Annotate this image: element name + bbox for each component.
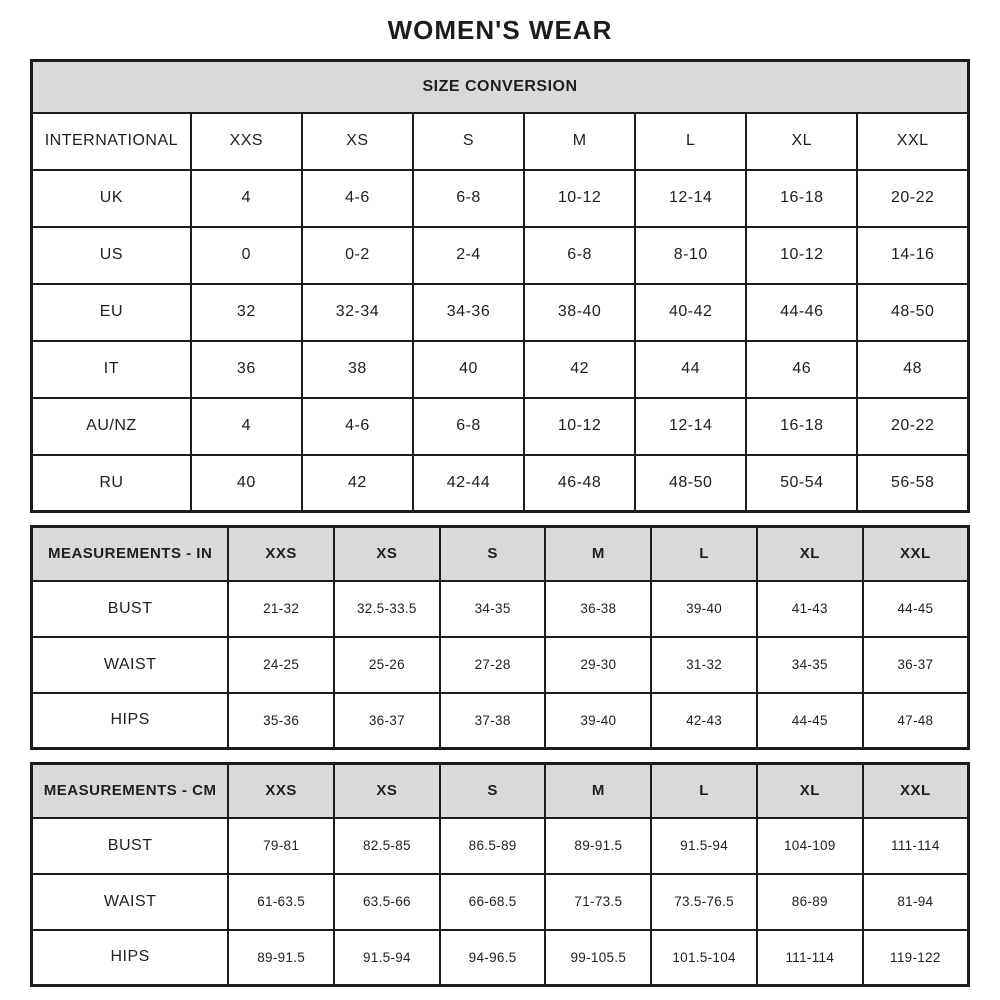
table-cell: 10-12 xyxy=(746,227,857,284)
row-label: BUST xyxy=(32,581,229,637)
row-label: IT xyxy=(32,341,191,398)
table-cell: 14-16 xyxy=(857,227,968,284)
table-cell: 4 xyxy=(191,170,302,227)
column-header: S xyxy=(440,764,546,818)
table-cell: 82.5-85 xyxy=(334,818,440,874)
column-header: S xyxy=(413,113,524,170)
table-cell: 42 xyxy=(302,455,413,512)
table-cell: 10-12 xyxy=(524,170,635,227)
table-cell: 56-58 xyxy=(857,455,968,512)
column-header: L xyxy=(635,113,746,170)
table-cell: 16-18 xyxy=(746,398,857,455)
column-header: M xyxy=(545,764,651,818)
table-cell: 6-8 xyxy=(413,170,524,227)
table-cell: 4-6 xyxy=(302,170,413,227)
table-cell: 79-81 xyxy=(228,818,334,874)
table-cell: 4-6 xyxy=(302,398,413,455)
table-cell: 24-25 xyxy=(228,637,334,693)
table-cell: 50-54 xyxy=(746,455,857,512)
table-cell: 32-34 xyxy=(302,284,413,341)
column-header-row xyxy=(32,764,969,818)
table-cell: 40 xyxy=(413,341,524,398)
table-cell: 6-8 xyxy=(524,227,635,284)
column-header: L xyxy=(651,527,757,581)
table-cell: 63.5-66 xyxy=(334,874,440,930)
row-label: BUST xyxy=(32,818,229,874)
table-cell: 41-43 xyxy=(757,581,863,637)
row-label: RU xyxy=(32,455,191,512)
table-cell: 38 xyxy=(302,341,413,398)
column-header: XL xyxy=(757,527,863,581)
table-cell: 32.5-33.5 xyxy=(334,581,440,637)
table-cell: 36 xyxy=(191,341,302,398)
table-cell: 31-32 xyxy=(651,637,757,693)
table-cell: 48-50 xyxy=(857,284,968,341)
table-cell: 73.5-76.5 xyxy=(651,874,757,930)
column-header: S xyxy=(440,527,546,581)
table-cell: 81-94 xyxy=(863,874,969,930)
table-cell: 16-18 xyxy=(746,170,857,227)
table-row xyxy=(32,818,969,874)
row-label: UK xyxy=(32,170,191,227)
table-cell: 44-45 xyxy=(757,693,863,749)
row-label: WAIST xyxy=(32,637,229,693)
table-row xyxy=(32,874,969,930)
table-cell: 35-36 xyxy=(228,693,334,749)
table-cell: 44 xyxy=(635,341,746,398)
table-cell: 47-48 xyxy=(863,693,969,749)
table-row xyxy=(32,455,969,512)
column-header: XXL xyxy=(863,764,969,818)
table-cell: 91.5-94 xyxy=(334,930,440,986)
table-cell: 89-91.5 xyxy=(545,818,651,874)
column-header: XS xyxy=(334,764,440,818)
measurements-in-table xyxy=(30,525,970,750)
table-cell: 86-89 xyxy=(757,874,863,930)
table-cell: 111-114 xyxy=(863,818,969,874)
table-cell: 89-91.5 xyxy=(228,930,334,986)
table-cell: 27-28 xyxy=(440,637,546,693)
page-title: WOMEN'S WEAR xyxy=(387,15,613,45)
table-cell: 40 xyxy=(191,455,302,512)
table-cell: 48-50 xyxy=(635,455,746,512)
table-cell: 44-46 xyxy=(746,284,857,341)
table-cell: 34-35 xyxy=(440,581,546,637)
row-label: AU/NZ xyxy=(32,398,191,455)
table-cell: 21-32 xyxy=(228,581,334,637)
table-cell: 39-40 xyxy=(545,693,651,749)
table-cell: 38-40 xyxy=(524,284,635,341)
table-cell: 101.5-104 xyxy=(651,930,757,986)
column-header: L xyxy=(651,764,757,818)
table-row xyxy=(32,398,969,455)
measurements-cm-table xyxy=(30,762,970,987)
column-header: XXS xyxy=(228,527,334,581)
column-header-row xyxy=(32,527,969,581)
table-cell: 42-44 xyxy=(413,455,524,512)
table-cell: 99-105.5 xyxy=(545,930,651,986)
column-header: XXS xyxy=(228,764,334,818)
column-header-row xyxy=(32,113,969,170)
size-conversion-table xyxy=(30,59,970,513)
table-title: MEASUREMENTS - IN xyxy=(32,527,229,581)
table-cell: 6-8 xyxy=(413,398,524,455)
table-cell: 71-73.5 xyxy=(545,874,651,930)
table-title-row xyxy=(32,61,969,113)
table-cell: 0 xyxy=(191,227,302,284)
table-cell: 10-12 xyxy=(524,398,635,455)
table-cell: 42 xyxy=(524,341,635,398)
table-cell: 20-22 xyxy=(857,170,968,227)
table-cell: 20-22 xyxy=(857,398,968,455)
table-cell: 36-37 xyxy=(863,637,969,693)
table-cell: 29-30 xyxy=(545,637,651,693)
column-header: XXS xyxy=(191,113,302,170)
table-row xyxy=(32,170,969,227)
table-row xyxy=(32,930,969,986)
table-cell: 32 xyxy=(191,284,302,341)
table-cell: 12-14 xyxy=(635,398,746,455)
table-cell: 25-26 xyxy=(334,637,440,693)
table-cell: 12-14 xyxy=(635,170,746,227)
table-cell: 48 xyxy=(857,341,968,398)
table-cell: 104-109 xyxy=(757,818,863,874)
table-cell: 44-45 xyxy=(863,581,969,637)
table-row xyxy=(32,341,969,398)
table-cell: 37-38 xyxy=(440,693,546,749)
table-cell: 86.5-89 xyxy=(440,818,546,874)
row-label: HIPS xyxy=(32,693,229,749)
column-header: XS xyxy=(302,113,413,170)
table-cell: 46-48 xyxy=(524,455,635,512)
table-cell: 46 xyxy=(746,341,857,398)
table-row xyxy=(32,637,969,693)
column-header: M xyxy=(545,527,651,581)
column-header: XL xyxy=(757,764,863,818)
table-cell: 40-42 xyxy=(635,284,746,341)
table-cell: 111-114 xyxy=(757,930,863,986)
table-cell: 61-63.5 xyxy=(228,874,334,930)
column-header: XXL xyxy=(863,527,969,581)
table-row xyxy=(32,227,969,284)
table-cell: 42-43 xyxy=(651,693,757,749)
column-header: M xyxy=(524,113,635,170)
table-cell: 39-40 xyxy=(651,581,757,637)
table-cell: 4 xyxy=(191,398,302,455)
table-cell: 8-10 xyxy=(635,227,746,284)
size-conversion-title: SIZE CONVERSION xyxy=(32,61,969,113)
column-header: XL xyxy=(746,113,857,170)
table-cell: 34-36 xyxy=(413,284,524,341)
table-cell: 36-37 xyxy=(334,693,440,749)
table-row xyxy=(32,284,969,341)
table-row xyxy=(32,693,969,749)
table-title: MEASUREMENTS - CM xyxy=(32,764,229,818)
table-cell: 91.5-94 xyxy=(651,818,757,874)
row-label: HIPS xyxy=(32,930,229,986)
table-cell: 2-4 xyxy=(413,227,524,284)
row-label: US xyxy=(32,227,191,284)
table-cell: 94-96.5 xyxy=(440,930,546,986)
column-header: INTERNATIONAL xyxy=(32,113,191,170)
column-header: XXL xyxy=(857,113,968,170)
table-row xyxy=(32,581,969,637)
table-cell: 34-35 xyxy=(757,637,863,693)
table-cell: 36-38 xyxy=(545,581,651,637)
table-cell: 119-122 xyxy=(863,930,969,986)
table-cell: 66-68.5 xyxy=(440,874,546,930)
row-label: WAIST xyxy=(32,874,229,930)
row-label: EU xyxy=(32,284,191,341)
column-header: XS xyxy=(334,527,440,581)
table-cell: 0-2 xyxy=(302,227,413,284)
